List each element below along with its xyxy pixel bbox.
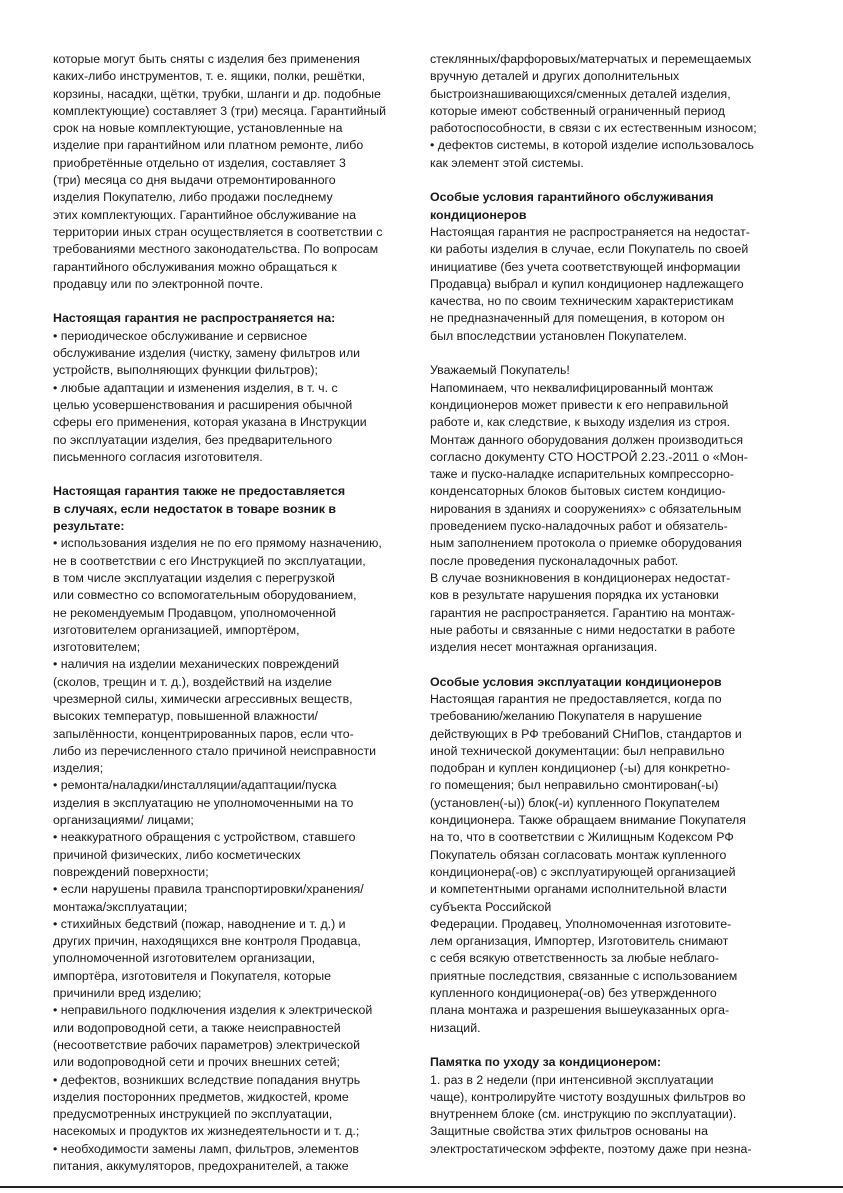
text-line: или водопроводной сети и прочих внешних сетей; [53,1055,340,1070]
heading-line: Особые условия гарантийного обслуживания [430,190,714,205]
text-line: территории иных стран осуществляется в соответствии с [53,224,383,239]
text-line: низаций. [430,1020,481,1035]
text-line: таже и пуско-наладке испарительных компрессорно- [430,467,735,482]
text-line: организациями/ лицами; [53,813,194,828]
heading-line: результате: [53,519,125,534]
ac-warranty-paragraph [430,224,790,345]
text-line: импортёра, изготовителя и Покупателя, которые [53,968,332,983]
text-line: подобран и куплен кондиционер (-ы) для конкретно- [430,761,731,776]
ac-care-paragraph [430,1072,790,1158]
text-line: • неправильного подключения изделия к электрической [53,1003,373,1018]
text-line: качества, но по своим техническим характеристикам [430,294,734,309]
text-line: • любые адаптации и изменения изделия, в т. ч. с [53,380,338,395]
text-line: которые имеют собственный ограниченный период [430,103,725,118]
text-line: был впоследствии установлен Покупателем. [430,328,687,343]
customer-notice-paragraph [430,362,790,656]
text-line: ным заполнением протокола о приемке оборудования [430,536,742,551]
text-line: го помещения; был неправильно смонтирован(-ы) [430,778,719,793]
text-line: (сколов, трещин и т. д.), воздействий на изделие [53,674,332,689]
text-line: устройств, выполняющих функции фильтров); [53,363,318,378]
not-provided-heading [53,483,413,535]
text-line: кондиционера(-ов) с эксплуатирующей организацией [430,864,736,879]
text-line: инициативе (без учета соответствующей информации [430,259,741,274]
text-line: Напоминаем, что неквалифицированный монтаж [430,380,713,395]
text-line: Продавца) выбрал и купил кондиционер надлежащего [430,276,744,291]
text-line: изготовителем организацией, импортёром, [53,622,300,637]
ac-operation-paragraph [430,691,790,1037]
ac-warranty-heading [430,189,790,224]
text-line: (три) месяца со дня выдачи отремонтированного [53,173,336,188]
text-line: каких-либо инструментов, т. е. ящики, полки, решётки, [53,69,366,84]
text-line: гарантийного обслуживания можно обращаться к [53,259,337,274]
text-line: приятные последствия, связанные с использованием [430,968,738,983]
text-line: как элемент этой системы. [430,155,584,170]
text-line: ные работы и связанные с ними недостатки в работе [430,622,736,637]
bottom-rule [0,1186,843,1188]
text-line: Федерации. Продавец, Уполномоченная изготовите- [430,916,732,931]
text-line: и компетентными органами исполнительной власти [430,882,727,897]
text-line: стеклянных/фарфоровых/матерчатых и перемещаемых [430,52,752,66]
text-line: продавцу или по электронной почте. [53,276,264,291]
continued-list [430,51,790,172]
text-line: (несоответствие рабочих параметров) электрической [53,1037,361,1052]
text-line: уполномоченной изготовителем организации, [53,951,316,966]
heading-line: Памятка по уходу за кондиционером: [430,1055,662,1070]
text-line: Защитные свойства этих фильтров основаны на [430,1124,708,1139]
ac-operation-heading [430,674,790,691]
text-line: на то, что в соответствии с Жилищным Кодексом РФ [430,830,734,845]
text-line: в том числе эксплуатации изделия с перегрузкой [53,570,335,585]
text-line: насекомых и продуктов их жизнедеятельности и т. д.; [53,1124,360,1139]
text-line: • дефектов системы, в которой изделие использовалось [430,138,754,153]
heading-line: Настоящая гарантия также не предоставляется [53,484,346,499]
text-line: иной технической документации: был неправильно [430,743,725,758]
text-line: чрезмерной силы, химически агрессивных веществ, [53,691,353,706]
text-line: быстроизнашивающихся/сменных деталей изделия, [430,86,731,101]
text-line: которые могут быть сняты с изделия без применения [53,52,360,66]
text-line: после проведения пусконаладочных работ. [430,553,679,568]
text-line: чаще), контролируйте чистоту воздушных фильтров во [430,1089,746,1104]
text-line: не в соответствии с его Инструкцией по эксплуатации, [53,553,366,568]
text-line: действующих в РФ требований СНиПов, стандартов и [430,726,742,741]
heading-line: Настоящая гарантия не распространяется на: [53,311,336,326]
heading-line: в случаях, если недостаток в товаре возник в [53,501,336,516]
text-line: (установлен(-ы)) блок(-и) купленного Покупателем [430,795,720,810]
text-line: Уважаемый Покупатель! [430,363,570,378]
text-line: обслуживание изделия (чистку, замену фильтров или [53,346,361,361]
text-line: других причин, находящихся вне контроля Продавца, [53,934,361,949]
text-line: ки работы изделия в случае, если Покупатель по своей [430,242,749,257]
text-line: с себя всякую ответственность за любые неблаго- [430,951,719,966]
text-line: электростатическом эффекте, поэтому даже при незна- [430,1141,752,1156]
text-line: ков в результате нарушения порядка их установки [430,588,719,603]
text-line: работоспособности, в связи с их естественным износом; [430,121,757,136]
text-line: комплектующие) составляет 3 (три) месяца. Гарантийный [53,103,387,118]
text-line: работе и, как следствие, к выходу изделия из строя. [430,415,730,430]
text-line: либо из перечисленного стало причиной неисправности [53,743,376,758]
text-line: Монтаж данного оборудования должен производиться [430,432,744,447]
text-line: согласно документу СТО НОСТРОЙ 2.23.-2011 о «Мон- [430,449,748,464]
text-line: монтажа/эксплуатации; [53,899,188,914]
text-line: лем организация, Импортер, Изготовитель снимают [430,934,729,949]
text-line: питания, аккумуляторов, предохранителей, а также [53,1159,349,1173]
left-column [53,51,413,1175]
text-line: запылённости, концентрированных паров, если что- [53,726,354,741]
text-line: или совместно со вспомогательным оборудованием, [53,588,357,603]
text-line: приобретённые отдельно от изделия, составляет 3 [53,155,346,170]
ac-care-heading [430,1054,790,1071]
text-line: изделия; [53,761,104,776]
text-line: вручную деталей и других дополнительных [430,69,680,84]
exclusions-list [53,328,413,466]
text-line: • использования изделия не по его прямому назначению, [53,536,382,551]
text-line: субъекта Российской [430,899,552,914]
text-line: плана монтажа и разрешения вышеуказанных орга- [430,1003,730,1018]
text-line: причинили вред изделию; [53,986,202,1001]
heading-line: Особые условия эксплуатации кондиционеров [430,674,722,689]
text-line: корзины, насадки, щётки, трубки, шланги и др. подобные [53,86,381,101]
text-line: • стихийных бедствий (пожар, наводнение и т. д.) и [53,916,346,931]
text-line: • необходимости замены ламп, фильтров, элементов [53,1141,359,1156]
text-line: внутреннем блоке (см. инструкцию по эксплуатации). [430,1107,737,1122]
text-line: изделия посторонних предметов, жидкостей, кроме [53,1089,349,1104]
text-line: • периодическое обслуживание и сервисное [53,328,308,343]
text-line: проведением пуско-наладочных работ и обязатель- [430,519,728,534]
text-line: купленного кондиционера(-ов) без утвержденного [430,986,717,1001]
text-line: Настоящая гарантия не предоставляется, когда по [430,691,722,706]
text-line: причиной физических, либо косметических [53,847,301,862]
text-line: не рекомендуемым Продавцом, уполномоченной [53,605,336,620]
text-line: • если нарушены правила транспортировки/хранения/ [53,882,364,897]
text-line: не предназначенный для помещения, в котором он [430,311,725,326]
text-line: этих комплектующих. Гарантийное обслуживание на [53,207,357,222]
right-column [430,51,790,1158]
text-line: нирования в зданиях и сооружениях» с обязательным [430,501,742,516]
text-line: изготовителем; [53,640,141,655]
text-line: В случае возникновения в кондиционерах недостат- [430,570,731,585]
text-line: 1. раз в 2 недели (при интенсивной эксплуатации [430,1072,714,1087]
text-line: требованию/желанию Покупателя в нарушение [430,709,702,724]
text-line: изделие при гарантийном или платном ремонте, либо [53,138,364,153]
exclusions-heading [53,310,413,327]
text-line: кондиционера. Также обращаем внимание Покупателя [430,813,746,828]
text-line: конденсаторных блоков бытовых систем кондицио- [430,484,726,499]
text-line: Покупатель обязан согласовать монтаж купленного [430,847,727,862]
text-line: по эксплуатации изделия, без предварительного [53,432,333,447]
text-line: изделия Покупателю, либо продажи последнему [53,190,333,205]
text-line: срок на новые комплектующие, установленные на [53,121,343,136]
text-line: кондиционеров может привести к его неправильной [430,397,729,412]
text-line: требованиями местного законодательства. По вопросам [53,242,379,257]
text-line: предусмотренных инструкцией по эксплуатации, [53,1107,333,1122]
text-line: или водопроводной сети, а также неисправностей [53,1020,341,1035]
text-line: • дефектов, возникших вследствие попадания внутрь [53,1072,361,1087]
text-line: • наличия на изделии механических повреждений [53,657,340,672]
text-line: изделия несет монтажная организация. [430,640,658,655]
text-line: изделия в эксплуатацию не уполномоченными на то [53,795,354,810]
text-line: • неаккуратного обращения с устройством, ставшего [53,830,356,845]
text-line: высоких температур, повышенной влажности/ [53,709,318,724]
text-line: Настоящая гарантия не распространяется на недостат- [430,224,750,239]
text-line: • ремонта/наладки/инсталляции/адаптации/пуска [53,778,337,793]
text-line: сферы его применения, которая указана в Инструкции [53,415,367,430]
not-provided-list [53,535,413,1175]
warranty-terms-paragraph [53,51,413,293]
heading-line: кондиционеров [430,207,527,222]
text-line: целью усовершенствования и расширения обычной [53,397,353,412]
text-line: гарантия не распространяется. Гарантию на монтаж- [430,605,736,620]
text-line: письменного согласия изготовителя. [53,449,263,464]
text-line: повреждений поверхности; [53,864,209,879]
